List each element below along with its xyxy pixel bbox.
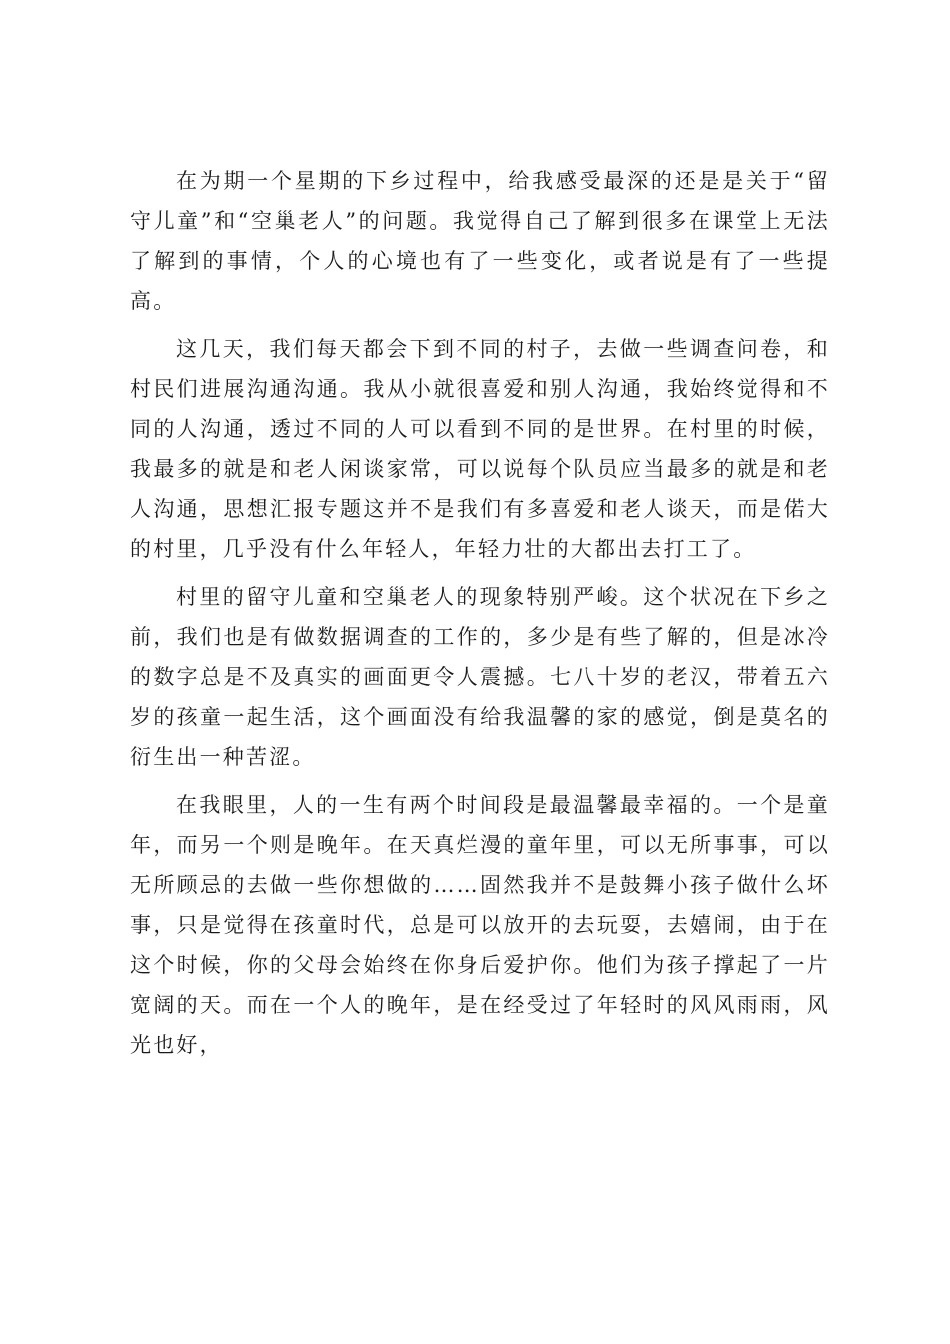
paragraph-2: 这几天，我们每天都会下到不同的村子，去做一些调查问卷，和村民们进展沟通沟通。我从小就很喜爱和别人沟通，我始终觉得和不同的人沟通，透过不同的人可以看到不同的是世界。在村里的时候，我最多的就是和老人闲谈家常，可以说每个队员应当最多的就是和老人沟通，思想汇报专题这并不是我们有多喜爱和老人谈天，而是偌大的村里，几乎没有什么年轻人，年轻力壮的大都出去打工了。 [130,337,830,561]
paragraph-1: 在为期一个星期的下乡过程中，给我感受最深的还是是关于“留守儿童”和“空巢老人”的问题。我觉得自己了解到很多在课堂上无法了解到的事情，个人的心境也有了一些变化，或者说是有了一些提高。 [130,169,830,313]
paragraph-3: 村里的留守儿童和空巢老人的现象特别严峻。这个状况在下乡之前，我们也是有做数据调查的工作的，多少是有些了解的，但是冰冷的数字总是不及真实的画面更令人震撼。七八十岁的老汉，带着五六岁的孩童一起生活，这个画面没有给我温馨的家的感觉，倒是莫名的衍生出一种苦涩。 [130,585,830,769]
paragraph-4: 在我眼里，人的一生有两个时间段是最温馨最幸福的。一个是童年，而另一个则是晚年。在天真烂漫的童年里，可以无所事事，可以无所顾忌的去做一些你想做的……固然我并不是鼓舞小孩子做什么坏事，只是觉得在孩童时代，总是可以放开的去玩耍，去嬉闹，由于在这个时候，你的父母会始终在你身后爱护你。他们为孩子撑起了一片宽阔的天。而在一个人的晚年，是在经受过了年轻时的风风雨雨，风光也好， [130,793,830,1057]
document-body [130,161,830,1073]
